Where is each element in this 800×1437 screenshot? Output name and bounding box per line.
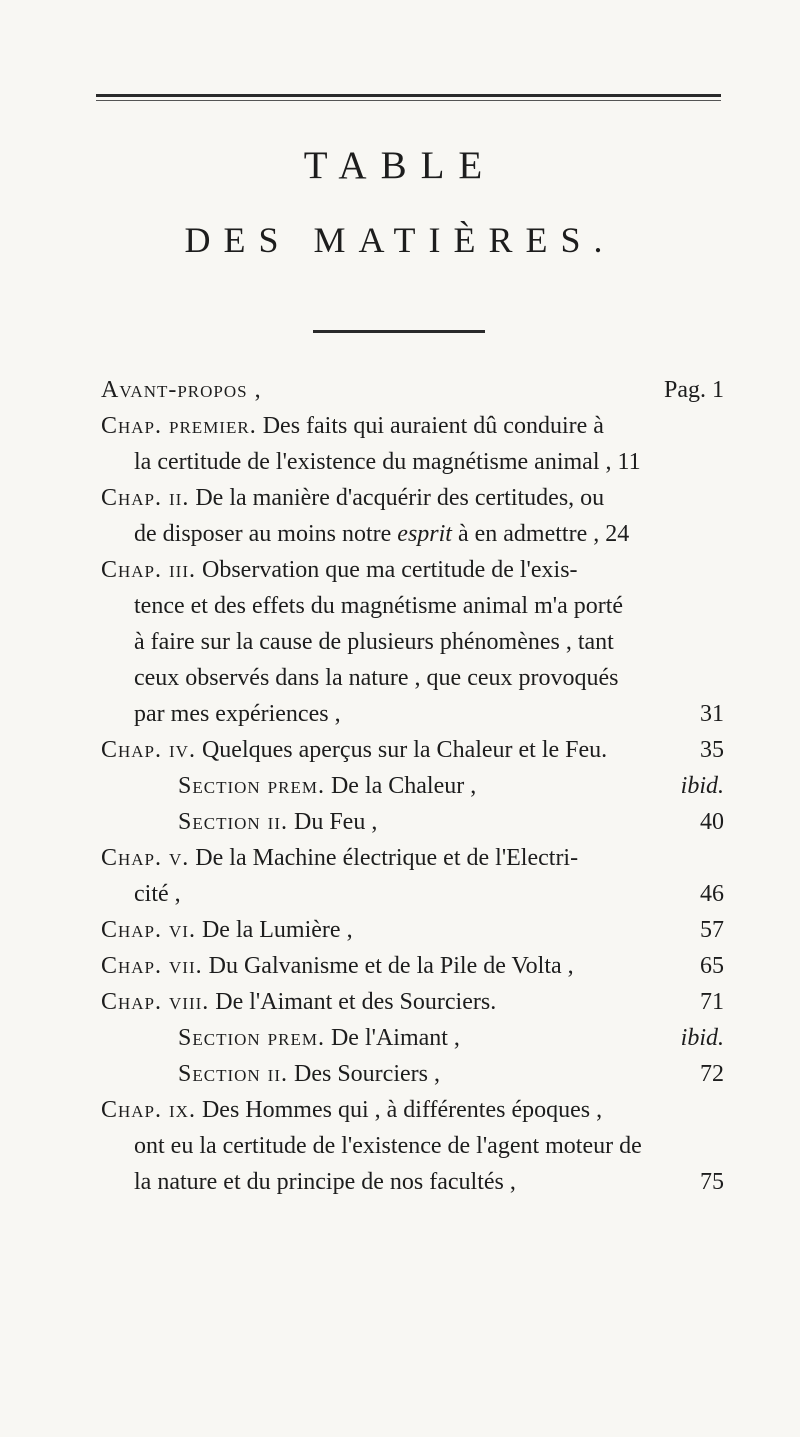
page-number: 24 (605, 521, 630, 547)
entry-text: De l'Aimant et des Sourciers. (215, 989, 497, 1015)
page-number: 57 (700, 917, 724, 943)
entry-text: Du Galvanisme et de la Pile de Volta , (208, 953, 574, 979)
page-number: ibid. (680, 1025, 724, 1051)
entry-label: Chap. ii. (101, 485, 190, 511)
entry-text: Des Hommes qui , à différentes époques , (201, 1097, 603, 1123)
entry-label: Chap. vi. (101, 917, 196, 943)
toc-entry-chap-8-section-2 (101, 1056, 724, 1092)
title-divider-rule (313, 330, 485, 333)
toc-entry-chap-8-section-1 (101, 1020, 724, 1056)
entry-text: cité , (134, 881, 181, 907)
page-number: 35 (700, 737, 724, 763)
page-number: 72 (700, 1061, 724, 1087)
table-of-contents (101, 372, 724, 1200)
entry-text: Des Sourciers , (294, 1061, 440, 1087)
title-table: TABLE (303, 144, 497, 187)
top-double-rule (96, 94, 721, 97)
entry-text: De la Chaleur , (330, 773, 477, 799)
entry-label: Chap. viii. (101, 989, 210, 1015)
entry-label: Section prem. (178, 1025, 325, 1051)
entry-label: Section prem. (178, 773, 325, 799)
entry-text: tence et des effets du magnétisme animal m'a porté (134, 593, 624, 619)
entry-text: De l'Aimant , (330, 1025, 460, 1051)
toc-entry-chap-5 (101, 840, 724, 912)
page-number: Pag. 1 (664, 377, 724, 403)
entry-label: Section ii. (178, 809, 288, 835)
toc-entry-chap-7 (101, 948, 724, 984)
toc-entry-avant-propos (101, 372, 724, 408)
toc-entry-chap-3 (101, 552, 724, 732)
toc-entry-chap-4-section-1 (101, 768, 724, 804)
toc-entry-chap-4-section-2 (101, 804, 724, 840)
entry-text: à en admettre , (457, 521, 600, 547)
toc-entry-chap-9 (101, 1092, 724, 1200)
toc-entry-chap-4 (101, 732, 724, 768)
title-des-matieres: DES MATIÈRES. (184, 220, 616, 260)
toc-entry-chap-8 (101, 984, 724, 1020)
page-number: 31 (700, 701, 724, 727)
entry-text: De la Machine électrique et de l'Electri- (195, 845, 579, 871)
top-thin-rule (96, 100, 721, 101)
entry-text: ceux observés dans la nature , que ceux provoqués (134, 665, 619, 691)
entry-text: Quelques aperçus sur la Chaleur et le Feu. (201, 737, 608, 763)
entry-text: la certitude de l'existence du magnétisme animal , (134, 449, 612, 475)
entry-text: De la Lumière , (201, 917, 353, 943)
entry-label: Chap. iv. (101, 737, 196, 763)
entry-label: Chap. iii. (101, 557, 196, 583)
entry-label: Chap. premier. (101, 413, 257, 439)
toc-entry-chap-6 (101, 912, 724, 948)
page-number: ibid. (680, 773, 724, 799)
toc-entry-chap-1 (101, 408, 724, 480)
entry-text: à faire sur la cause de plusieurs phénomènes , tant (134, 629, 614, 655)
page-number: 40 (700, 809, 724, 835)
entry-text: De la manière d'acquérir des certitudes, ou (195, 485, 605, 511)
entry-italic-word: esprit (397, 521, 452, 547)
toc-entry-chap-2 (101, 480, 724, 552)
page-number: 65 (700, 953, 724, 979)
entry-text: par mes expériences , (134, 701, 341, 727)
entry-label: Section ii. (178, 1061, 288, 1087)
entry-text: de disposer au moins notre (134, 521, 392, 547)
entry-label: Chap. ix. (101, 1097, 196, 1123)
entry-label: Chap. vii. (101, 953, 203, 979)
page-number: 11 (617, 449, 641, 475)
entry-text: Observation que ma certitude de l'exis- (202, 557, 578, 583)
entry-text: la nature et du principe de nos facultés , (134, 1169, 516, 1195)
page-number: 75 (700, 1169, 724, 1195)
entry-text: Du Feu , (294, 809, 378, 835)
entry-text: Des faits qui auraient dû conduire à (262, 413, 604, 439)
page-number: 71 (700, 989, 724, 1015)
page-number: 46 (700, 881, 724, 907)
entry-label: Chap. v. (101, 845, 190, 871)
entry-label: Avant-propos , (101, 377, 262, 403)
entry-text: ont eu la certitude de l'existence de l'agent moteur de (134, 1133, 642, 1159)
